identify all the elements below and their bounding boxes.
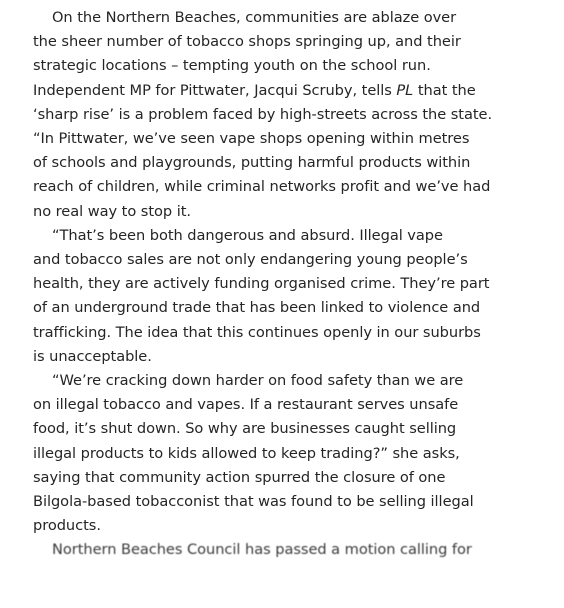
text-line: On the Northern Beaches, communities are ablaze over [52,9,457,26]
publication-abbreviation: PL [396,81,414,99]
text-line: “That’s been both dangerous and absurd. Illegal vape [52,226,443,244]
article-paragraph-2 [14,224,562,369]
text-line: of an underground trade that has been linked to violence and [33,299,481,317]
text-line: trafficking. The idea that this continues openly in our suburbs [33,323,481,341]
text-line: Northern Beaches Council has passed a motion calling for [52,541,472,559]
text-line: Bilgola-based tobacconist that was found to be selling illegal [33,493,474,511]
text-line: saying that community action spurred the closure of one [33,468,446,486]
text-line: the sheer number of tobacco shops springing up, and their [33,33,461,51]
text-line: strategic locations – tempting youth on the school run. [33,57,431,75]
text-line: products. [33,517,101,535]
article-paragraph-1 [14,6,562,224]
article-paragraph-3 [14,369,562,538]
article-body [14,6,562,563]
text-line: ‘sharp rise’ is a problem faced by high-streets across the state. [33,105,493,123]
text-line: food, it’s shut down. So why are businesses caught selling [33,420,457,438]
text-line: “We’re cracking down harder on food safety than we are [52,372,464,390]
text-line: Independent MP for Pittwater, Jacqui Scruby, tells PL that the [33,81,476,99]
article-paragraph-4 [14,538,562,562]
text-line: health, they are actively funding organised crime. They’re part [33,275,490,293]
text-line: of schools and playgrounds, putting harmful products within [33,154,471,172]
text-line: is unacceptable. [33,347,152,365]
text-line: reach of children, while criminal networks profit and we’ve had [33,178,491,196]
text-line: illegal products to kids allowed to keep trading?” she asks, [33,444,460,462]
text-line: no real way to stop it. [33,202,191,220]
text-line: and tobacco sales are not only endangering young people’s [33,251,468,269]
text-line: “In Pittwater, we’ve seen vape shops opening within metres [33,130,470,148]
text-line: on illegal tobacco and vapes. If a restaurant serves unsafe [33,396,459,414]
